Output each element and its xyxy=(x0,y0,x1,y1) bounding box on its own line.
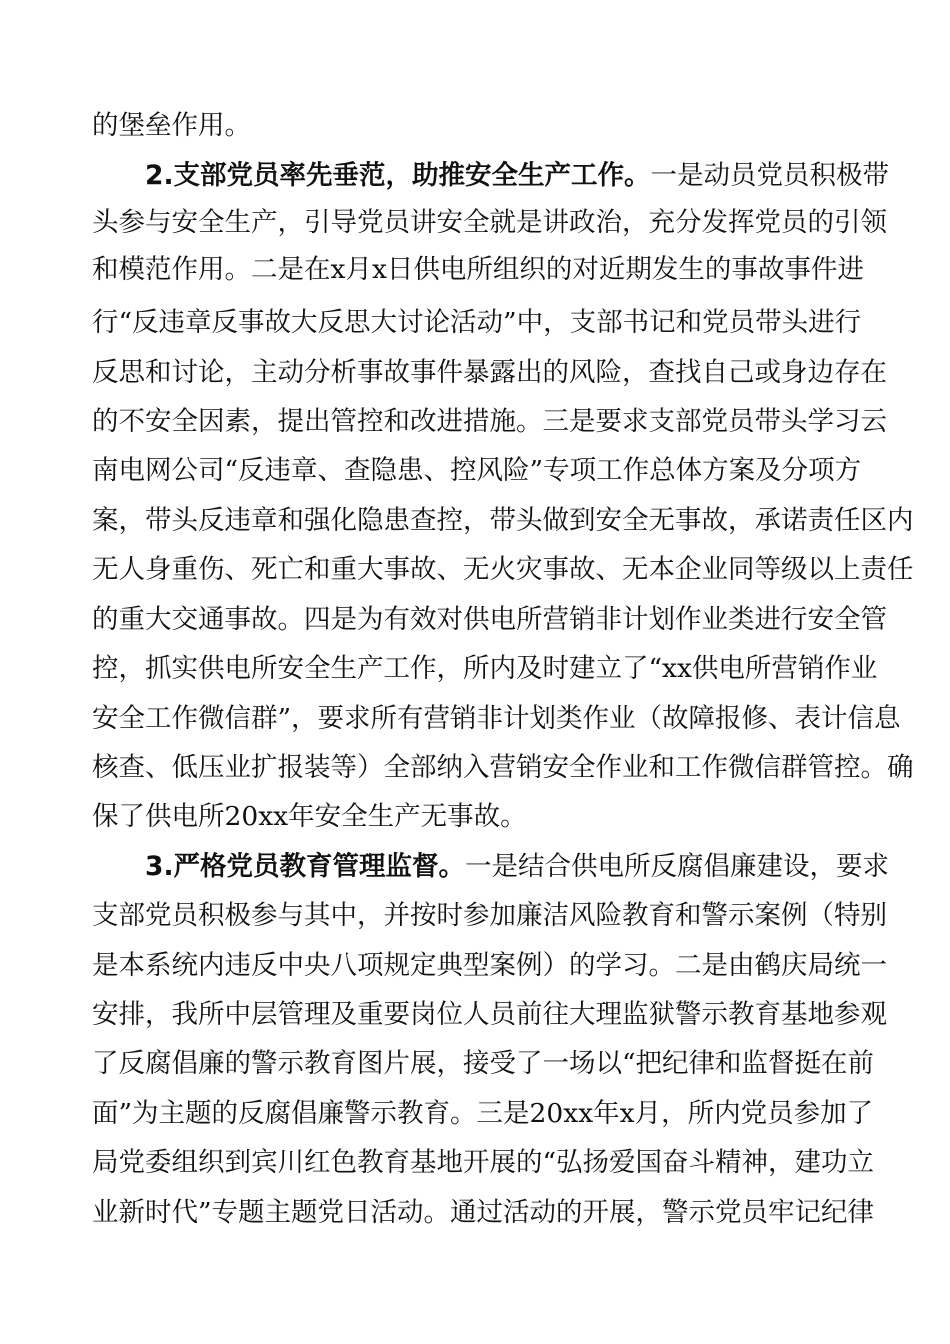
paragraph-3-line: 业新时代”专题主题党日活动。通过活动的开展，警示党员牢记纪律 xyxy=(92,1197,875,1228)
paragraph-3-line: 安排，我所中层管理及重要岗位人员前往大理监狱警示教育基地参观 xyxy=(92,999,887,1030)
paragraph-3-line: 局党委组织到宾川红色教育基地开展的“弘扬爱国奋斗精神，建功立 xyxy=(92,1147,875,1178)
paragraph-2-line: 头参与安全生产，引导党员讲安全就是讲政治，充分发挥党员的引领 xyxy=(92,207,887,238)
paragraph-3-first-line xyxy=(145,843,890,890)
paragraph-2-heading: 2.支部党员率先垂范，助推安全生产工作。 xyxy=(145,160,651,191)
paragraph-3-line: 是本系统内违反中央八项规定典型案例）的学习。二是由鹤庆局统一 xyxy=(92,950,887,981)
paragraph-2-line: 保了供电所20xx年安全生产无事故。 xyxy=(92,801,527,832)
paragraph-1-line: 的堡垒作用。 xyxy=(92,110,251,141)
paragraph-2-line: 安全工作微信群”，要求所有营销非计划类作业（故障报修、表计信息 xyxy=(92,703,901,734)
paragraph-2-line: 无人身重伤、死亡和重大事故、无火灾事故、无本企业同等级以上责任 xyxy=(92,554,914,585)
paragraph-3-line: 了反腐倡廉的警示教育图片展，接受了一场以“把纪律和监督挺在前 xyxy=(92,1048,875,1079)
paragraph-3-text: 一是结合供电所反腐倡廉建设，要求 xyxy=(465,851,890,882)
paragraph-3-line: 面”为主题的反腐倡廉警示教育。三是20xx年x月，所内党员参加了 xyxy=(92,1098,874,1129)
paragraph-2-line: 案，带头反违章和强化隐患查控，带头做到安全无事故，承诺责任区内 xyxy=(92,505,914,536)
paragraph-2-line: 反思和讨论，主动分析事故事件暴露出的风险，查找自己或身边存在 xyxy=(92,357,887,388)
paragraph-2-line: 南电网公司“反违章、查隐患、控风险”专项工作总体方案及分项方 xyxy=(92,455,862,486)
paragraph-2-line: 的不安全因素，提出管控和改进措施。三是要求支部党员带头学习云 xyxy=(92,406,887,437)
paragraph-2-text: 一是动员党员积极带 xyxy=(650,160,890,191)
paragraph-2-line: 和模范作用。二是在x月x日供电所组织的对近期发生的事故事件进 xyxy=(92,254,864,285)
paragraph-2-line: 行“反违章反事故大反思大讨论活动”中，支部书记和党员带头进行 xyxy=(92,307,862,338)
paragraph-2-line: 的重大交通事故。四是为有效对供电所营销非计划作业类进行安全管 xyxy=(92,604,887,635)
paragraph-2-first-line xyxy=(145,152,890,199)
paragraph-2-line: 核查、低压业扩报装等）全部纳入营销安全作业和工作微信群管控。确 xyxy=(92,752,914,783)
paragraph-3-line: 支部党员积极参与其中，并按时参加廉洁风险教育和警示案例（特别 xyxy=(92,900,887,931)
paragraph-3-heading: 3.严格党员教育管理监督。 xyxy=(145,851,466,882)
paragraph-2-line: 控，抓实供电所安全生产工作，所内及时建立了“xx供电所营销作业 xyxy=(92,653,878,684)
